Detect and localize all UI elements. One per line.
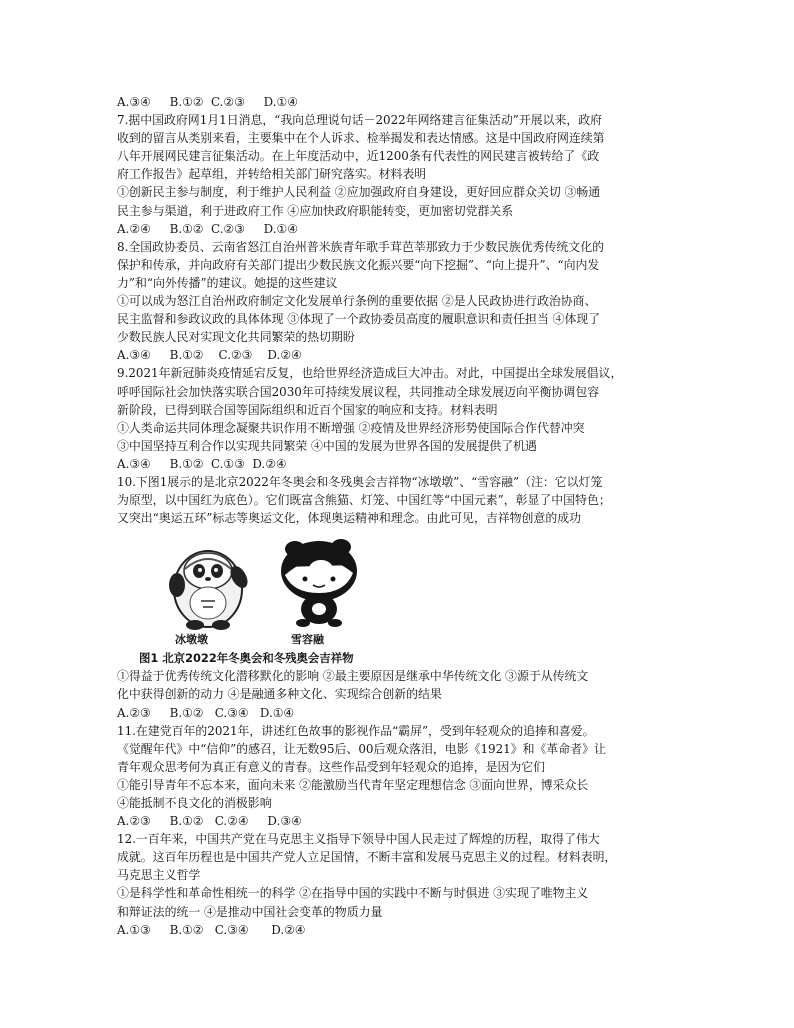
q11-stem-line: 青年观众思考何为真正有意义的青春。这些作品受到年轻观众的追捧，是因为它们 <box>117 759 546 774</box>
q8-choice-line: ①可以成为怒江自治州政府制定文化发展单行条例的重要依据 ②是人民政协进行政治协商、 <box>117 294 597 309</box>
question-9 <box>117 364 689 473</box>
q12-stem-line: 马克思主义哲学 <box>117 868 201 883</box>
bing-dwen-dwen-label: 冰墩墩 <box>175 633 208 647</box>
q9-stem-line: 呼呼国际社会加快落实联合国2030年可持续发展议程，共同推动全球发展迈向平衡协调包容 <box>117 384 600 399</box>
q10-stem-line: 为原型，以中国红为底色）。它们既富含熊猫、灯笼、中国红等“中国元素”，彰显了中国特色； <box>117 493 611 508</box>
q8-stem-line: 力”和“向外传播”的建议。她提的这些建议 <box>117 275 338 290</box>
q8-stem-line: 8.全国政协委员、云南省怒江自治州普米族青年歌手茸芭莘那致力于少数民族优秀传统文化的 <box>117 239 604 254</box>
q8-options: A.③④ B.①② C.②③ D.②④ <box>117 348 302 363</box>
q11-choice-line: ④能抵制不良文化的消极影响 <box>117 796 272 810</box>
q9-options: A.③④ B.①② C.①③ D.②④ <box>117 456 287 471</box>
q7-stem-line: 府工作报告》起草组，并转给相关部门研究落实。材料表明 <box>117 167 427 182</box>
q7-options: A.②④ B.①② C.②③ D.①④ <box>117 221 298 236</box>
q11-stem-line: 《觉醒年代》中“信仰”的感召，让无数95后、00后观众落泪，电影《1921》和《革命者》让 <box>117 741 606 756</box>
question-10 <box>117 473 689 722</box>
q7-stem-line: 八年开展网民建言征集活动。在上年度活动中，近1200条有代表性的网民建言被转给了《政 <box>117 149 600 164</box>
q11-choice-line: ①能引导青年不忘本来，面向未来 ②能激励当代青年坚定理想信念 ③面向世界，博采众长 <box>117 777 589 792</box>
exam-page <box>117 93 689 939</box>
q8-choice-line: 少数民族人民对实现文化共同繁荣的热切期盼 <box>117 330 355 345</box>
q12-stem-line: 12.一百年来，中国共产党在马克思主义指导下领导中国人民走过了辉煌的历程，取得了伟大 <box>117 832 600 847</box>
q12-stem-line: 成就。这百年历程也是中国共产党人立足国情，不断丰富和发展马克思主义的过程。材料表明， <box>117 850 617 865</box>
bing-dwen-dwen-image <box>165 541 251 631</box>
q10-options: A.②③ B.①② C.③④ D.①④ <box>117 705 295 720</box>
q10-stem-line: 又突出“奥运五环”标志等奥运文化，体现奥运精神和理念。由此可见，吉祥物创意的成功 <box>117 511 582 526</box>
figure-caption: 图1 北京2022年冬奥会和冬残奥会吉祥物 <box>139 651 354 666</box>
q11-options: A.②③ B.①② C.②④ D.③④ <box>117 814 302 829</box>
question-8 <box>117 238 689 365</box>
shuey-rhon-rhon-image <box>275 535 361 629</box>
q10-stem-line: 10.下图1展示的是北京2022年冬奥会和冬残奥会吉祥物“冰墩墩”、“雪容融”（注：它以灯笼 <box>117 474 603 489</box>
q9-choice-line: ①人类命运共同体理念凝聚共识作用不断增强 ②疫情及世界经济形势使国际合作代替冲突 <box>117 420 585 435</box>
q12-options: A.①③ B.①② C.③④ D.②④ <box>117 922 306 937</box>
q11-stem-line: 11.在建党百年的2021年，讲述红色故事的影视作品“霸屏”，受到年轻观众的追捧和喜爱。 <box>117 723 595 738</box>
q7-choice-line: 民主参与渠道，利于进政府工作 ④应加快政府职能转变，更加密切党群关系 <box>117 203 514 218</box>
mascot-figure <box>117 527 689 649</box>
q10-choice-line: ①得益于优秀传统文化潜移默化的影响 ②最主要原因是继承中华传统文化 ③源于从传统文 <box>117 669 589 684</box>
question-12 <box>117 830 689 939</box>
question-11 <box>117 722 689 831</box>
q6-options: A.③④ B.①② C.②③ D.①④ <box>117 95 298 109</box>
shuey-rhon-rhon-label: 雪容融 <box>291 633 324 647</box>
q9-stem-line: 9.2021年新冠肺炎疫情延宕反复，也给世界经济造成巨大冲击。对此，中国提出全球发展倡议， <box>117 366 623 381</box>
q7-stem-line: 收到的留言从类别来看，主要集中在个人诉求、检举揭发和表达情感。这是中国政府网连续第 <box>117 131 605 146</box>
question-7 <box>117 111 689 238</box>
q9-stem-line: 新阶段，已得到联合国等国际组织和近百个国家的响应和支持。材料表明 <box>117 402 498 417</box>
q10-choice-line: 化中获得创新的动力 ④是融通多种文化、实现综合创新的结果 <box>117 687 442 702</box>
q7-stem-line: 7.据中国政府网1月1日消息，“我向总理说句话－2022年网络建言征集活动”开展以来，政府 <box>117 113 603 128</box>
q12-choice-line: ①是科学性和革命性相统一的科学 ②在指导中国的实践中不断与时俱进 ③实现了唯物主义 <box>117 886 589 901</box>
q9-choice-line: ③中国坚持互利合作以实现共同繁荣 ④中国的发展为世界各国的发展提供了机遇 <box>117 438 537 453</box>
q7-choice-line: ①创新民主参与制度，利于维护人民利益 ②应加强政府自身建设，更好回应群众关切 ③畅通 <box>117 185 601 200</box>
q12-choice-line: 和辩证法的统一 ④是推动中国社会变革的物质力量 <box>117 904 383 919</box>
q8-stem-line: 保护和传承，并向政府有关部门提出少数民族文化振兴要“向下挖掘”、“向上提升”、“向内发 <box>117 257 600 272</box>
q8-choice-line: 民主监督和参政议政的具体体现 ③体现了一个政协委员高度的履职意识和责任担当 ④体现了 <box>117 312 601 327</box>
